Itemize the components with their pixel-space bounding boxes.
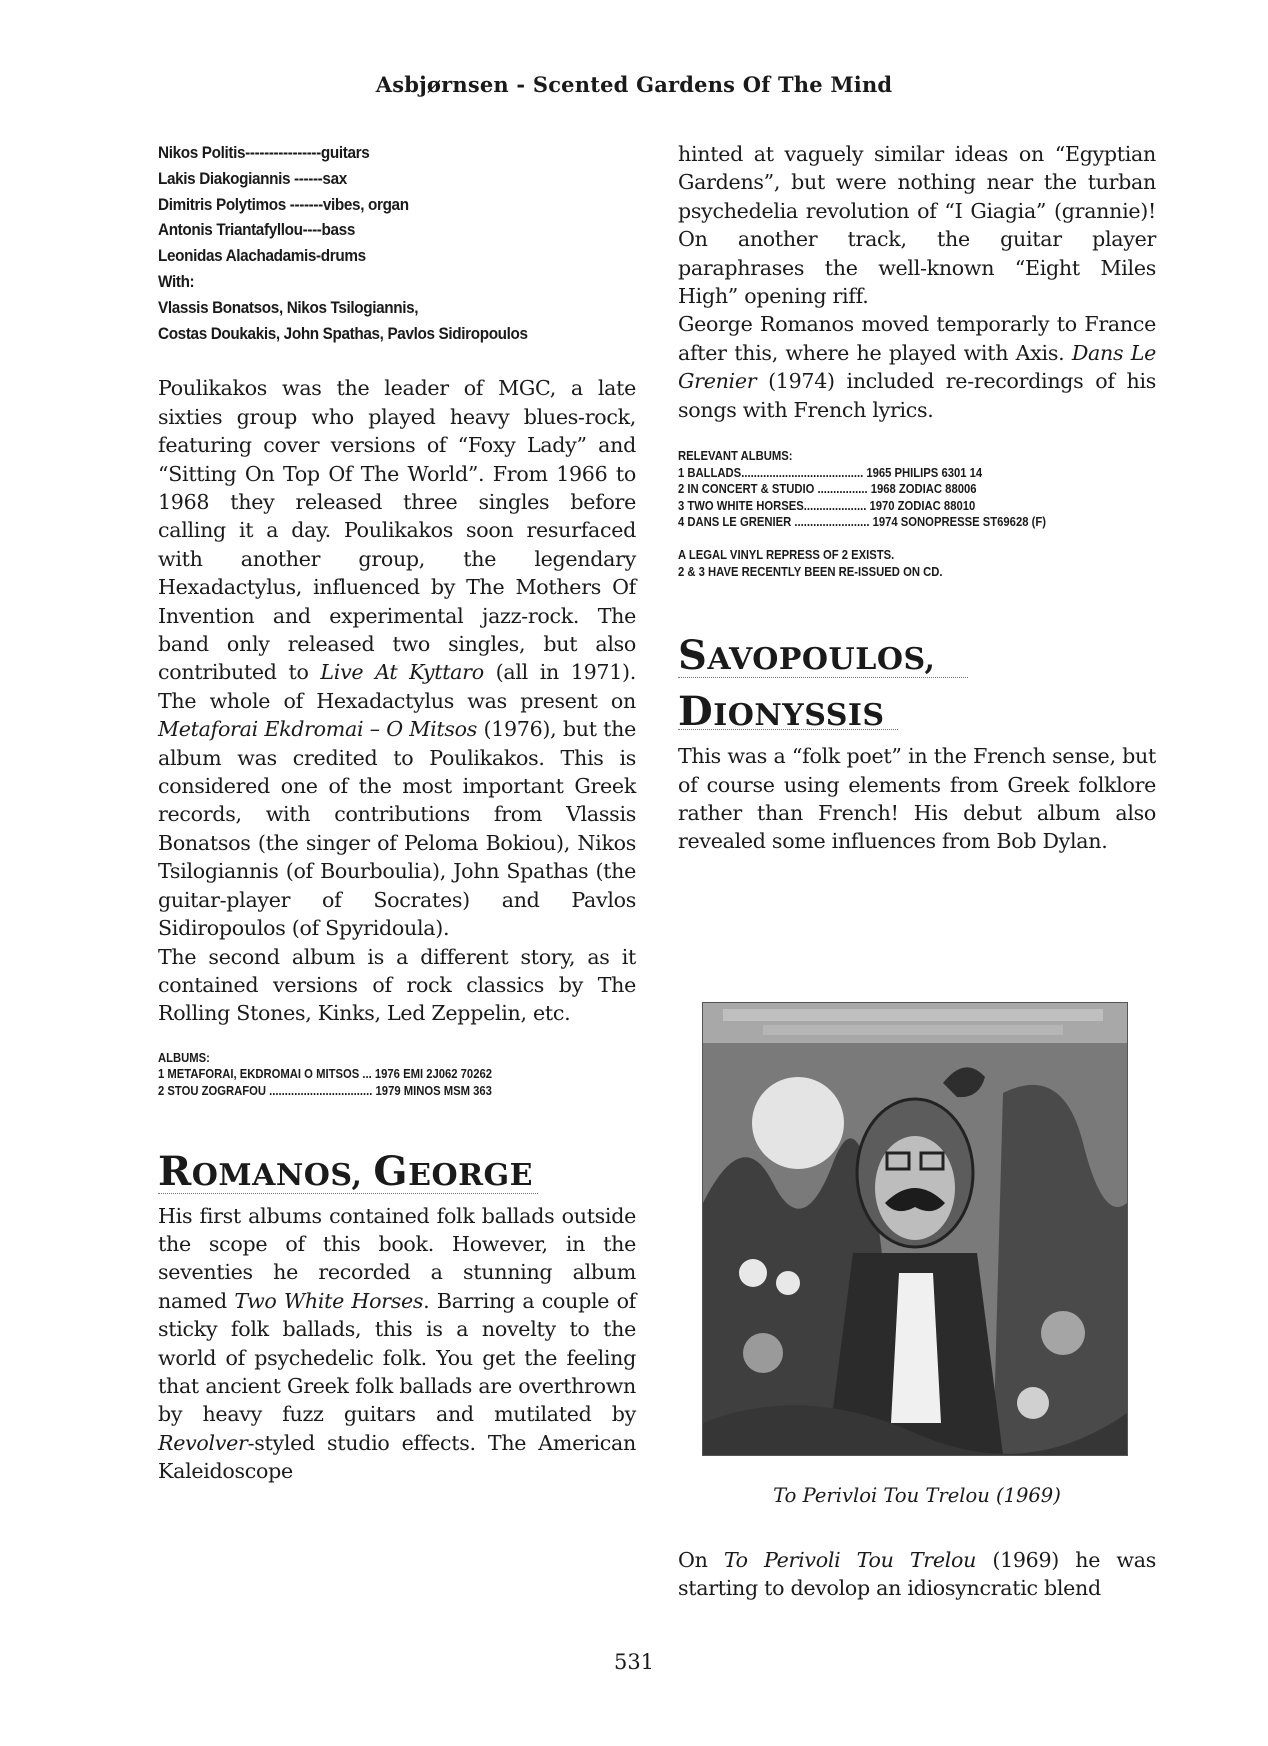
savopoulos-text (678, 742, 1156, 856)
page-number: 531 (613, 1650, 655, 1674)
paragraph: George Romanos moved temporarly to France after this, where he played with Axis. Dans Le Grenier (1974) included re-recordings of his songs with French lyrics. (678, 312, 1157, 422)
credit-line: Leonidas Alachadamis-drums (158, 246, 366, 266)
heading-underline (158, 1190, 538, 1194)
album-entry: 1 BALLADS....................................... 1965 PHILIPS 6301 14 (678, 464, 983, 480)
credit-line: Vlassis Bonatsos, Nikos Tsilogiannis, (158, 297, 419, 317)
discography-label: RELEVANT ALBUMS: (678, 448, 793, 464)
discography-label: ALBUMS: (158, 1049, 210, 1065)
album-cover-image (702, 1002, 1128, 1456)
album-entry: 2 IN CONCERT & STUDIO ................ 1968 ZODIAC 88006 (678, 481, 977, 497)
credit-line: Antonis Triantafyllou----bass (158, 220, 355, 240)
right-column (678, 140, 1156, 856)
credit-line: With: (158, 271, 195, 291)
romanos-heading: ROMANOS, GEORGE (158, 1146, 636, 1202)
poulikakos-discography (158, 1050, 633, 1100)
paragraph: His first albums contained folk ballads outside the scope of this book. However, in the seventies he recorded a stunning album named Two White Horses. Barring a couple of sticky folk ballads, this is a novelty to the world of psychedelic folk. You get the feeling that ancient Greek folk ballads are overthrown by heavy fuzz guitars and mutilated by Revolver-styled studio effects. The American Kaleidoscope (158, 1203, 637, 1484)
credit-line: Costas Doukakis, John Spathas, Pavlos Sidiropoulos (158, 323, 528, 343)
paragraph: This was a “folk poet” in the French sense, but of course using elements from Greek folklore rather than French! His debut album also revealed some influences from Bob Dylan. (678, 744, 1156, 854)
album-entry: 4 DANS LE GRENIER ........................ 1974 SONOPRESSE ST69628 (F) (678, 514, 1046, 530)
paragraph: hinted at vaguely similar ideas on “Egyptian Gardens”, but were nothing near the turban psychedelia revolution of “I Giagia” (grannie)! On another track, the guitar player paraphrases the well-known “Eight Miles High” opening riff. (678, 142, 1156, 309)
left-column (158, 140, 636, 1486)
paragraph: The second album is a different story, as it contained versions of rock classics by The Rolling Stones, Kinks, Led Zeppelin, etc. (158, 944, 636, 1026)
romanos-text-right (678, 140, 1156, 424)
lineup-credits (158, 140, 644, 346)
album-entry: 1 METAFORAI, EKDROMAI O MITSOS ... 1976 EMI 2J062 70262 (158, 1066, 492, 1082)
album-entry: 2 STOU ZOGRAFOU ................................. 1979 MINOS MSM 363 (158, 1082, 492, 1098)
savopoulos-text-continued (678, 1546, 1156, 1603)
image-caption: To Perivloi Tou Trelou (1969) (773, 1484, 1061, 1507)
savopoulos-heading: SAVOPOULOS, DIONYSSIS (678, 630, 1156, 742)
album-entry: 3 TWO WHITE HORSES.................... 1970 ZODIAC 88010 (678, 497, 976, 513)
paragraph: On To Perivoli Tou Trelou (1969) he was starting to devolop an idiosyncratic blend (678, 1548, 1156, 1601)
discography-note: A LEGAL VINYL REPRESS OF 2 EXISTS. (678, 547, 895, 563)
paragraph: Poulikakos was the leader of MGC, a late sixties group who played heavy blues-rock, featuring cover versions of “Foxy Lady” and “Sitting On Top Of The World”. From 1966 to 1968 they released three singles before calling it a day. Poulikakos soon resurfaced with another group, the legendary Hexadactylus, influenced by The Mothers Of Invention and experimental jazz-rock. The band only released two singles, but also contributed to Live At Kyttaro (all in 1971). The whole of Hexadactylus was present on Metaforai Ekdromai – O Mitsos (1976), but the album was credited to Poulikakos. This is considered one of the most important Greek records, with contributions from Vlassis Bonatsos (the singer of Peloma Bokiou), Nikos Tsilogiannis (of Bourboulia), John Spathas (the guitar-player of Socrates) and Pavlos Sidiropoulos (of Spyridoula). (158, 376, 636, 941)
poulikakos-text (158, 374, 636, 1027)
credit-line: Dimitris Polytimos -------vibes, organ (158, 194, 409, 214)
romanos-text-left (158, 1202, 636, 1486)
discography-note: 2 & 3 HAVE RECENTLY BEEN RE-ISSUED ON CD. (678, 563, 943, 579)
romanos-discography (678, 448, 1153, 580)
credit-line: Nikos Politis----------------guitars (158, 143, 370, 162)
running-header: Asbjørnsen - Scented Gardens Of The Mind (375, 72, 893, 97)
credit-line: Lakis Diakogiannis ------sax (158, 168, 347, 188)
